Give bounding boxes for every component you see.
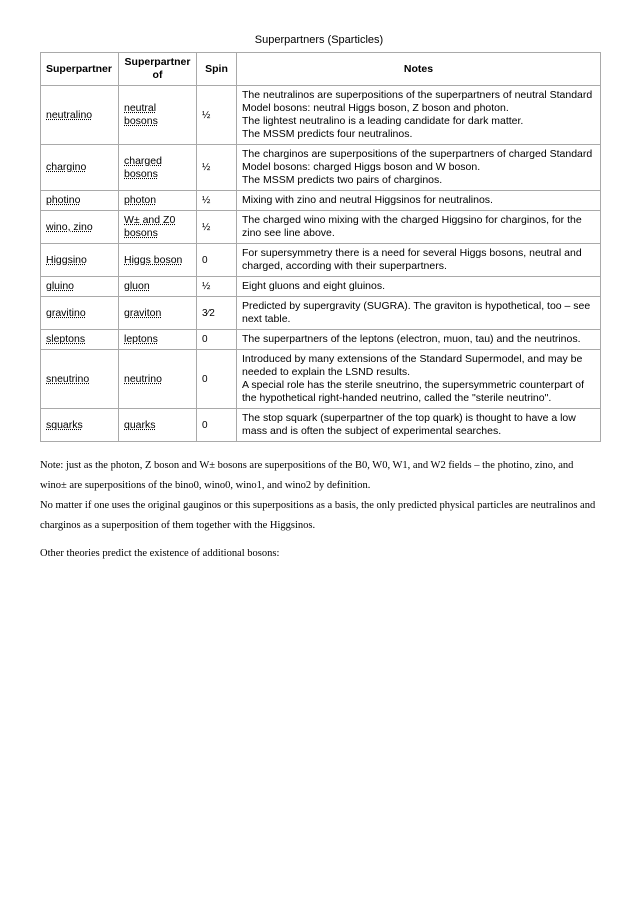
superpartner-cell xyxy=(41,350,119,409)
superpartner-link[interactable]: Higgsino xyxy=(46,253,87,266)
superpartner-cell xyxy=(41,86,119,145)
spin-cell: ½ xyxy=(197,86,237,145)
table-header-row xyxy=(41,53,601,86)
notes-line: charged, according with their superpartners. xyxy=(242,260,447,272)
notes-cell xyxy=(237,409,601,442)
header-notes: Notes xyxy=(237,53,601,86)
notes-line: The charginos are superpositions of the superpartners of charged Standard xyxy=(242,148,593,160)
superpartner-cell xyxy=(41,277,119,297)
notes-line: Model bosons: neutral Higgs boson, Z boson and photon. xyxy=(242,102,509,114)
superpartner-of-link[interactable]: quarks xyxy=(124,418,156,431)
superpartner-of-link[interactable]: photon xyxy=(124,194,157,206)
spin-cell: ½ xyxy=(197,277,237,297)
notes-line: Model bosons: charged Higgs boson and W boson. xyxy=(242,161,481,173)
notes-line: needed to explain the LSND results. xyxy=(242,366,411,378)
superpartner-cell xyxy=(41,297,119,330)
spin-cell: 3⁄2 xyxy=(197,297,237,330)
notes-line: Predicted by supergravity (SUGRA). The graviton is hypothetical, too – see xyxy=(242,300,591,312)
superpartner-link[interactable]: sneutrino xyxy=(46,372,90,385)
notes-line: The MSSM predicts two pairs of charginos. xyxy=(242,174,443,186)
table-row xyxy=(41,86,601,145)
note-paragraph-2: No matter if one uses the original gauginos or this superpositions as a basis, the only predicted physical particles are neutralinos and charginos as a superposition of them together with the Higgsinos. xyxy=(40,500,596,531)
superpartner-link[interactable]: gravitino xyxy=(46,306,86,319)
table-row xyxy=(41,244,601,277)
notes-line: The lightest neutralino is a leading candidate for dark matter. xyxy=(242,115,524,127)
superpartner-of-cell xyxy=(119,86,197,145)
spin-cell: 0 xyxy=(197,409,237,442)
superpartner-link[interactable]: squarks xyxy=(46,418,83,431)
table-caption: Superpartners (Sparticles) xyxy=(254,34,384,46)
spin-cell: ½ xyxy=(197,145,237,191)
header-superpartner-of: Superpartner of xyxy=(119,53,197,86)
superpartner-link[interactable]: photino xyxy=(46,194,81,206)
superpartner-cell xyxy=(41,145,119,191)
spin-cell: ½ xyxy=(197,191,237,211)
table-row xyxy=(41,277,601,297)
superpartner-of-cell xyxy=(119,244,197,277)
notes-line: Introduced by many extensions of the Standard Supermodel, and may be xyxy=(242,353,583,365)
notes-cell xyxy=(237,350,601,409)
notes-cell xyxy=(237,211,601,244)
superpartner-of-cell xyxy=(119,297,197,330)
spin-cell: ½ xyxy=(197,211,237,244)
notes-line: The superpartners of the leptons (electron, muon, tau) and the neutrinos. xyxy=(242,333,581,345)
notes-line: Eight gluons and eight gluinos. xyxy=(242,280,386,292)
notes-line: The charged wino mixing with the charged Higgsino for charginos, for the xyxy=(242,214,582,226)
notes-line: The neutralinos are superpositions of the superpartners of neutral Standard xyxy=(242,89,593,101)
superpartner-link[interactable]: gluino xyxy=(46,280,75,292)
table-row xyxy=(41,297,601,330)
superpartner-of-link[interactable]: leptons xyxy=(124,333,158,345)
superpartner-cell xyxy=(41,244,119,277)
superpartner-cell xyxy=(41,409,119,442)
superpartner-cell xyxy=(41,211,119,244)
notes-cell xyxy=(237,330,601,350)
notes-line: The stop squark (superpartner of the top quark) is thought to have a low xyxy=(242,412,576,424)
table-row xyxy=(41,350,601,409)
superpartner-of-cell xyxy=(119,191,197,211)
superpartner-of-cell xyxy=(119,145,197,191)
notes-cell xyxy=(237,145,601,191)
superpartner-link[interactable]: sleptons xyxy=(46,333,86,345)
superpartner-of-cell xyxy=(119,409,197,442)
notes-line: Mixing with zino and neutral Higgsinos for neutralinos. xyxy=(242,194,493,206)
spin-cell: 0 xyxy=(197,350,237,409)
superpartners-table xyxy=(40,52,601,442)
spin-cell: 0 xyxy=(197,244,237,277)
superpartner-of-link[interactable]: gluon xyxy=(124,280,150,292)
superpartner-of-link[interactable]: Higgs boson xyxy=(124,253,183,266)
superpartner-of-cell xyxy=(119,330,197,350)
note-paragraph-3: Other theories predict the existence of additional bosons: xyxy=(40,548,280,559)
spin-cell: 0 xyxy=(197,330,237,350)
table-row xyxy=(41,409,601,442)
notes-line: mass and is often the subject of experimental searches. xyxy=(242,425,502,437)
superpartner-link[interactable]: neutralino xyxy=(46,108,93,121)
notes-line: The MSSM predicts four neutralinos. xyxy=(242,128,413,140)
notes-cell xyxy=(237,86,601,145)
superpartner-of-link[interactable]: graviton xyxy=(124,306,162,319)
superpartner-link[interactable]: chargino xyxy=(46,161,87,173)
notes-line: next table. xyxy=(242,313,291,325)
superpartner-link[interactable]: wino, zino xyxy=(46,220,93,233)
superpartner-of-link[interactable]: W± and Z0 bosons xyxy=(124,214,176,239)
notes-line: For supersymmetry there is a need for several Higgs bosons, neutral and xyxy=(242,247,582,259)
header-superpartner: Superpartner xyxy=(41,53,119,86)
superpartner-of-link[interactable]: neutrino xyxy=(124,372,162,385)
notes-cell xyxy=(237,244,601,277)
superpartner-of-cell xyxy=(119,277,197,297)
table-row xyxy=(41,191,601,211)
superpartner-of-link[interactable]: charged bosons xyxy=(124,154,162,180)
table-row xyxy=(41,211,601,244)
superpartner-of-cell xyxy=(119,350,197,409)
notes-cell xyxy=(237,297,601,330)
header-spin: Spin xyxy=(197,53,237,86)
notes-line: the hypothetical right-handed neutrino, called the "sterile neutrino". xyxy=(242,392,552,404)
superpartner-cell xyxy=(41,330,119,350)
superpartner-cell xyxy=(41,191,119,211)
table-row xyxy=(41,145,601,191)
superpartner-of-cell xyxy=(119,211,197,244)
note-paragraph: Note: just as the photon, Z boson and W± bosons are superpositions of the B0, W0, W1, and W2 fields – the photino, zino, and wino± are superpositions of the bino0, wino0, wino1, and wino2 by definition. xyxy=(40,460,574,491)
notes-line: A special role has the sterile sneutrino, the supersymmetric counterpart of xyxy=(242,379,584,391)
notes-cell xyxy=(237,277,601,297)
notes-section xyxy=(40,456,600,564)
superpartner-of-link[interactable]: neutral bosons xyxy=(124,102,158,127)
notes-cell xyxy=(237,191,601,211)
notes-line: zino see line above. xyxy=(242,227,335,239)
table-row xyxy=(41,330,601,350)
